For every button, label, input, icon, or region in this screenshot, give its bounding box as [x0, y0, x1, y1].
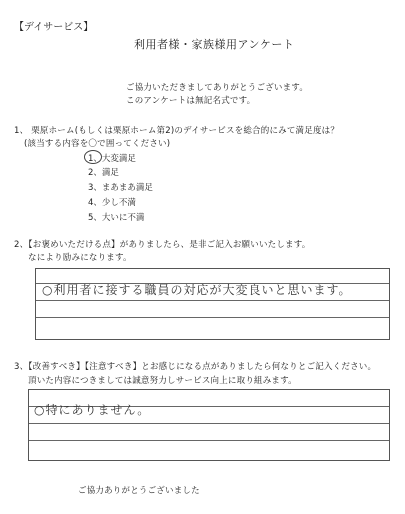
q3-answer-box [28, 389, 390, 461]
q1-option-4: 4、少し不満 [88, 198, 136, 208]
q1-option-5: 5、大いに不満 [88, 213, 145, 223]
answer-line [36, 300, 389, 301]
q2-answer-box [35, 268, 390, 340]
answer-line [29, 440, 389, 441]
q1-option-3: 3、まあまあ満足 [88, 183, 153, 193]
intro-line-2: このアンケートは無記名式です。 [126, 96, 256, 106]
q2-question: 2、【お褒めいただける点】がありましたら、是非ご記入お願いいたします。 [14, 240, 311, 250]
q2-handwritten-answer: ○利用者に接する職員の対応が大変良いと思います。 [42, 283, 352, 297]
answer-line [36, 317, 389, 318]
q1-instruction: (該当する内容を〇で囲ってください) [24, 139, 171, 149]
q3-handwritten-answer: ○特にありません。 [34, 403, 151, 417]
q3-note: 頂いた内容につきましては誠意努力しサービス向上に取り組みます。 [28, 376, 297, 386]
q2-note: なにより励みになります。 [28, 253, 132, 263]
q1-option-1: 1、大変満足 [88, 154, 136, 164]
answer-line [29, 423, 389, 424]
q1-question: 1、 栗原ホーム(もしくは栗原ホーム第2)のデイサービスを総合的にみて満足度は？ [14, 126, 340, 136]
category-label: 【デイサービス】 [14, 22, 94, 33]
q1-option-2: 2、満足 [88, 168, 119, 178]
intro-line-1: ご協力いただきましてありがとうございます。 [126, 83, 309, 93]
footer-thanks: ご協力ありがとうございました [78, 486, 200, 496]
q3-question: 3、【改善すべき】【注意すべき】とお感じになる点がありましたら何なりとご記入ください。 [14, 362, 377, 372]
page-title: 利用者様・家族様用アンケート [134, 38, 295, 51]
